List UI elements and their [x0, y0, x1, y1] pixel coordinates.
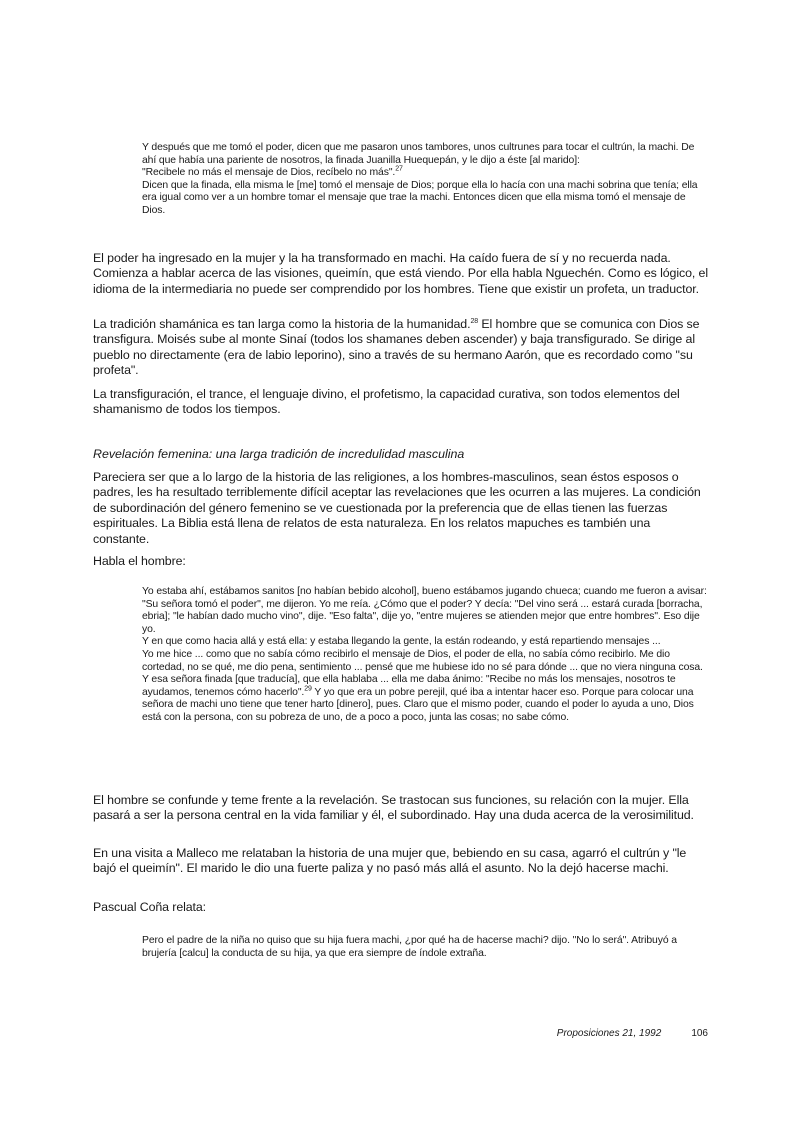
body-paragraph: La transfiguración, el trance, el lenguaje divino, el profetismo, la capacidad curativa, son todos elementos del shamanismo de todos los tiempos. [93, 387, 680, 417]
quote-text: "Recibele no más el mensaje de Dios, recíbelo no más". [142, 167, 396, 179]
quote-text: Y esa señora finada [que traducía], que ella hablaba ... ella me daba ánimo: "Recibe no más los mensajes, nosotros te ayudamos, tenemos cómo hacerlo". [142, 674, 676, 698]
block-quote-1 [142, 142, 708, 218]
footnote-ref: 29 [304, 685, 312, 693]
quote-paragraph: Yo me hice ... como que no sabía cómo recibirlo el mensaje de Dios, el poder de ella, no sabía cómo recibirlo. Me dio cortedad, no se qué, me dio pena, sentimiento ... pensé que me hubiese ido no sé para dónde ... que no viera ninguna cosa. [142, 648, 703, 673]
journal-citation: Proposiciones 21, 1992 [556, 1028, 662, 1039]
page-number: 106 [691, 1028, 708, 1039]
page-footer [93, 1028, 708, 1040]
quote-paragraph [142, 674, 708, 724]
block-quote-3 [142, 935, 708, 960]
paragraph-text: El hombre que se comunica con Dios se transfigura. Moisés sube al monte Sinaí (todos los shamanes deben ascender) y baja transfigurado. Se dirige al pueblo no directamente (era de labio leporino), sino a través de su hermano Aarón, que es recordado como "su profeta". [93, 317, 700, 378]
footnote-ref: 27 [395, 165, 403, 173]
quote-paragraph: Pero el padre de la niña no quiso que su hija fuera machi, ¿por qué ha de hacerse machi? dijo. "No lo será". Atribuyó a brujería [calcu] la conducta de su hija, ya que era siempre de índole extraña. [142, 935, 677, 959]
footnote-ref: 28 [470, 317, 479, 325]
section-heading: Revelación femenina: una larga tradición de incredulidad masculina [93, 447, 465, 461]
body-paragraph: Habla el hombre: [93, 554, 186, 568]
paragraph-text: La tradición shamánica es tan larga como la historia de la humanidad. [93, 317, 471, 331]
quote-paragraph: Dicen que la finada, ella misma le [me] tomó el mensaje de Dios; porque ella lo hacía con una machi sobrina que tenía; ella era igual como ver a un hombre tomar el mensaje que trae la machi. Entonces dicen que ella misma tomó el mensaje de Dios. [142, 179, 698, 216]
body-paragraph: El poder ha ingresado en la mujer y la ha transformado en machi. Ha caído fuera de sí y no recuerda nada. Comienza a hablar acerca de las visiones, queimín, que está viendo. Por ella habla Nguechén. Como es lógico, el idioma de la intermediaria no puede ser comprendido por los hombres. Tiene que existir un profeta, un traductor. [93, 251, 708, 296]
body-paragraph: Pareciera ser que a lo largo de la historia de las religiones, a los hombres-masculinos, sean éstos esposos o padres, les ha resultado terriblemente difícil aceptar las revelaciones que les ocurren a las mujeres. La condición de subordinación del género femenino se ve cuestionada por la preferencia que de ellas tienen las fuerzas espirituales. La Biblia está llena de relatos de esta naturaleza. En los relatos mapuches es también una constante. [93, 470, 701, 546]
body-paragraph: El hombre se confunde y teme frente a la revelación. Se trastocan sus funciones, su relación con la mujer. Ella pasará a ser la persona central en la vida familiar y él, el subordinado. Hay una duda acerca de la verosimilitud. [93, 793, 694, 823]
quote-paragraph: Y en que como hacia allá y está ella: y estaba llegando la gente, la están rodeando, y está repartiendo mensajes ... [142, 636, 661, 648]
quote-paragraph [142, 167, 708, 180]
body-paragraph [93, 317, 708, 379]
body-paragraph: En una visita a Malleco me relataban la historia de una mujer que, bebiendo en su casa, agarró el cultrún y "le bajó el queimín". El marido le dio una fuerte paliza y no pasó más allá el asunto. No la dejó hacerse machi. [93, 846, 687, 876]
quote-paragraph: Yo estaba ahí, estábamos sanitos [no habían bebido alcohol], bueno estábamos jugando chueca; cuando me fueron a avisar: "Su señora tomó el poder", me dijeron. Yo me reía. ¿Cómo que el poder? Y decía: "Del vino será ... estará curada [borracha, ebria]; "le habían dado mucho vino", dije. "Eso falta", dije yo, "entre mujeres se atienden mejor que entre hombres". Eso dije yo. [142, 586, 707, 635]
block-quote-2 [142, 586, 708, 725]
quote-text: Y yo que era un pobre perejil, qué iba a intentar hacer eso. Porque para colocar una señora de machi uno tiene que tener harto [dinero], pues. Claro que el mismo poder, cuando el poder lo ayuda a uno, Dios está con la persona, con su pobreza de uno, de a poco a poco, junta las cosas; no sabe cómo. [142, 686, 694, 723]
quote-paragraph: Y después que me tomó el poder, dicen que me pasaron unos tambores, unos cultrunes para tocar el cultrún, la machi. De ahí que había una pariente de nosotros, la finada Juanilla Huequepán, y le dijo a éste [al marido]: [142, 142, 695, 166]
body-paragraph: Pascual Coña relata: [93, 900, 207, 914]
